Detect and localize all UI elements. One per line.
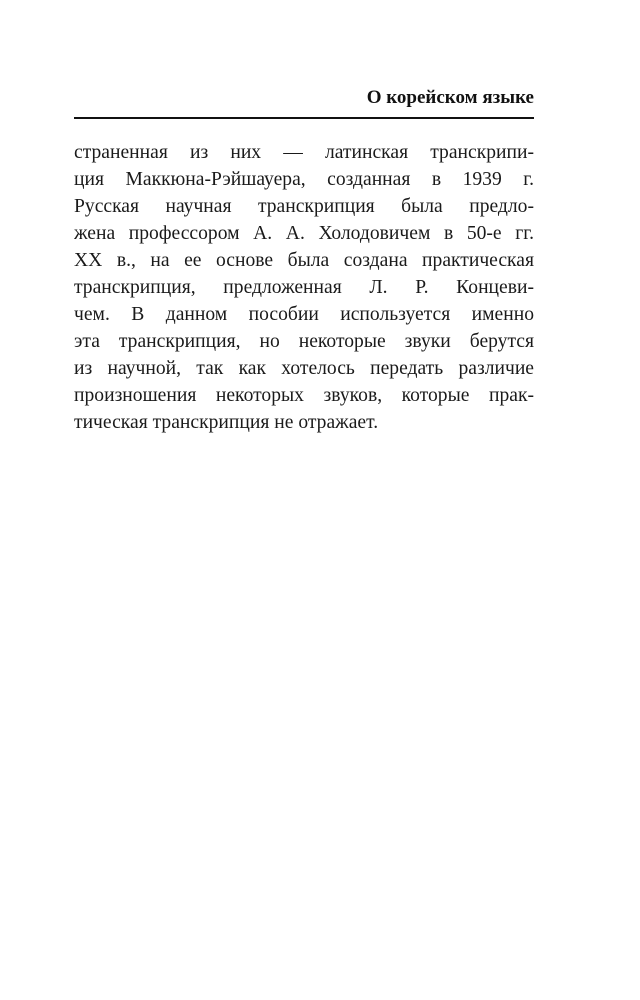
text-line: Русская научная транскрипция была предло-	[74, 196, 534, 217]
text-line: тическая транскрипция не отражает.	[74, 412, 379, 433]
header-rule	[74, 117, 534, 119]
text-line: транскрипция, предложенная Л. Р. Концеви-	[74, 277, 534, 298]
running-head: О корейском языке	[366, 87, 534, 108]
text-line: жена профессором А. А. Холодовичем в 50-е гг.	[74, 223, 534, 244]
text-line: XX в., на ее основе была создана практическая	[74, 250, 534, 271]
text-line: произношения некоторых звуков, которые прак-	[74, 385, 534, 406]
text-line: эта транскрипция, но некоторые звуки берутся	[74, 331, 534, 352]
text-line: из научной, так как хотелось передать различие	[74, 358, 534, 379]
text-line: страненная из них — латинская транскрипи-	[74, 142, 534, 163]
text-line: чем. В данном пособии используется именно	[74, 304, 534, 325]
body-paragraph	[74, 139, 534, 436]
text-line: ция Маккюна-Рэйшауера, созданная в 1939 г.	[74, 169, 534, 190]
